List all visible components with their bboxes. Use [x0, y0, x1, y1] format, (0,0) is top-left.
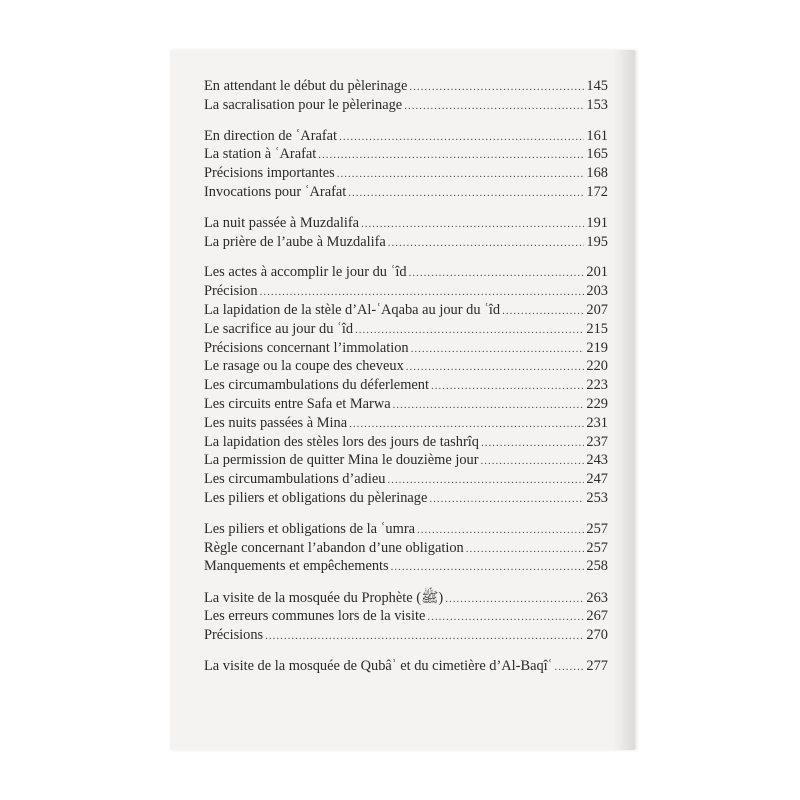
toc-entry-page-number: 263 [586, 590, 608, 607]
toc-entry-page-number: 168 [586, 165, 608, 182]
toc-entry-title: Règle concernant l’abandon d’une obligation [204, 539, 464, 556]
toc-entry-title: Manquements et empêchements [204, 558, 389, 575]
toc-entry-title: Précisions importantes [204, 165, 335, 182]
dot-leader [361, 218, 584, 230]
toc-entry-page-number: 267 [586, 607, 608, 624]
toc-entry-page-number: 277 [586, 657, 608, 674]
toc-entry-page-number: 201 [586, 264, 608, 281]
toc-entry [204, 340, 608, 359]
toc-entry [204, 234, 608, 253]
toc-entry-title: La prière de l’aube à Muzdalifa [204, 233, 386, 250]
toc-entry-title: La nuit passée à Muzdalifa [204, 214, 360, 231]
toc-entry-page-number: 219 [586, 339, 608, 356]
toc-entry-page-number: 229 [586, 395, 608, 412]
dot-leader [349, 418, 584, 430]
dot-leader [445, 593, 584, 605]
toc-entry [204, 283, 608, 302]
dot-leader [355, 324, 584, 336]
dot-leader [409, 267, 585, 279]
toc-entry-title: Les piliers et obligations de la ʿumra [204, 520, 416, 537]
toc-entry-title: Invocations pour ʿArafat [204, 183, 347, 200]
dot-leader [404, 100, 584, 112]
toc-entry [204, 377, 608, 396]
toc-entry-title: Les circumambulations d’adieu [204, 471, 386, 488]
book-page [170, 50, 635, 750]
dot-leader [554, 661, 584, 673]
toc-entry-title: En direction de ʿArafat [204, 127, 338, 144]
dot-leader [411, 343, 585, 355]
toc-entry-page-number: 253 [586, 489, 608, 506]
toc-entry-title: La station à ʿArafat [204, 146, 317, 163]
toc-entry [204, 471, 608, 490]
toc-entry [204, 558, 608, 577]
toc-entry-page-number: 191 [586, 214, 608, 231]
toc-entry [204, 608, 608, 627]
dot-leader [429, 493, 584, 505]
toc-entry-page-number: 237 [586, 433, 608, 450]
dot-leader [339, 131, 584, 143]
toc-entry [204, 658, 608, 677]
dot-leader [481, 455, 585, 467]
toc-entry [204, 128, 608, 147]
toc-entry-page-number: 172 [586, 183, 608, 200]
toc-entry-page-number: 203 [586, 283, 608, 300]
toc-entry-title: Les actes à accomplir le jour du ʿîd [204, 264, 407, 281]
toc-entry [204, 78, 608, 97]
toc-entry-title: Le rasage ou la coupe des cheveux [204, 358, 404, 375]
dot-leader [260, 286, 585, 298]
toc-entry [204, 321, 608, 340]
dot-leader [481, 437, 584, 449]
dot-leader [409, 81, 584, 93]
toc-entry [204, 302, 608, 321]
table-of-contents [204, 78, 608, 688]
toc-entry [204, 97, 608, 116]
toc-section [204, 521, 608, 577]
dot-leader [391, 561, 585, 573]
toc-entry-page-number: 215 [586, 320, 608, 337]
toc-entry-page-number: 220 [586, 358, 608, 375]
toc-entry-page-number: 161 [586, 127, 608, 144]
toc-entry-title: La lapidation de la stèle d’Al-ʿAqaba au jour du ʿîd [204, 301, 501, 318]
toc-entry-title: En attendant le début du pèlerinage [204, 78, 408, 94]
toc-entry-title: Les nuits passées à Mina [204, 414, 348, 431]
dot-leader [387, 474, 584, 486]
dot-leader [502, 305, 584, 317]
toc-entry [204, 184, 608, 203]
toc-section [204, 215, 608, 253]
toc-entry-title: Les circuits entre Safa et Marwa [204, 395, 391, 412]
toc-entry [204, 165, 608, 184]
dot-leader [466, 543, 585, 555]
toc-entry-page-number: 257 [586, 520, 608, 537]
toc-entry-page-number: 231 [586, 414, 608, 431]
dot-leader [388, 237, 585, 249]
toc-entry-title: Précision [204, 283, 258, 300]
dot-leader [431, 380, 584, 392]
dot-leader [348, 187, 584, 199]
toc-entry [204, 358, 608, 377]
toc-entry-page-number: 223 [586, 377, 608, 394]
dot-leader [318, 149, 584, 161]
toc-entry-page-number: 207 [586, 301, 608, 318]
toc-entry-title: Les circumambulations du déferlement [204, 377, 429, 394]
toc-entry [204, 452, 608, 471]
toc-entry [204, 434, 608, 453]
toc-entry [204, 540, 608, 559]
toc-entry-title: Le sacrifice au jour du ʿîd [204, 320, 354, 337]
toc-entry-page-number: 153 [586, 96, 608, 113]
toc-entry [204, 215, 608, 234]
toc-entry-title: La sacralisation pour le pèlerinage [204, 96, 403, 113]
dot-leader [393, 399, 585, 411]
toc-entry-page-number: 258 [586, 558, 608, 575]
toc-entry-title: Les erreurs communes lors de la visite [204, 607, 426, 624]
dot-leader [337, 168, 585, 180]
toc-section [204, 78, 608, 116]
toc-entry [204, 490, 608, 509]
dot-leader [427, 611, 584, 623]
toc-entry-page-number: 243 [586, 452, 608, 469]
toc-entry [204, 146, 608, 165]
toc-entry-title: La visite de la mosquée de Qubâʾ et du cimetière d’Al-Baqîʿ [204, 657, 553, 674]
toc-entry-title: Les piliers et obligations du pèlerinage [204, 489, 428, 506]
toc-entry-page-number: 257 [586, 539, 608, 556]
toc-entry [204, 415, 608, 434]
toc-section [204, 589, 608, 645]
toc-entry [204, 264, 608, 283]
toc-entry-page-number: 270 [586, 626, 608, 643]
toc-entry-page-number: 165 [586, 146, 608, 163]
toc-section [204, 658, 608, 677]
toc-entry [204, 627, 608, 646]
dot-leader [406, 361, 585, 373]
toc-entry-title: La lapidation des stèles lors des jours de tashrîq [204, 433, 479, 450]
toc-section [204, 264, 608, 508]
toc-entry [204, 589, 608, 608]
toc-entry-title: Précisions concernant l’immolation [204, 339, 409, 356]
dot-leader [265, 630, 584, 642]
toc-entry-page-number: 247 [586, 471, 608, 488]
toc-entry [204, 396, 608, 415]
toc-entry-page-number: 195 [586, 233, 608, 250]
toc-entry-title: La permission de quitter Mina le douzième jour [204, 452, 479, 469]
toc-entry [204, 521, 608, 540]
toc-entry-title: Précisions [204, 626, 264, 643]
toc-entry-page-number: 145 [586, 78, 608, 94]
toc-entry-title: La visite de la mosquée du Prophète (ﷺ) [204, 590, 444, 607]
dot-leader [417, 524, 584, 536]
toc-section [204, 128, 608, 203]
